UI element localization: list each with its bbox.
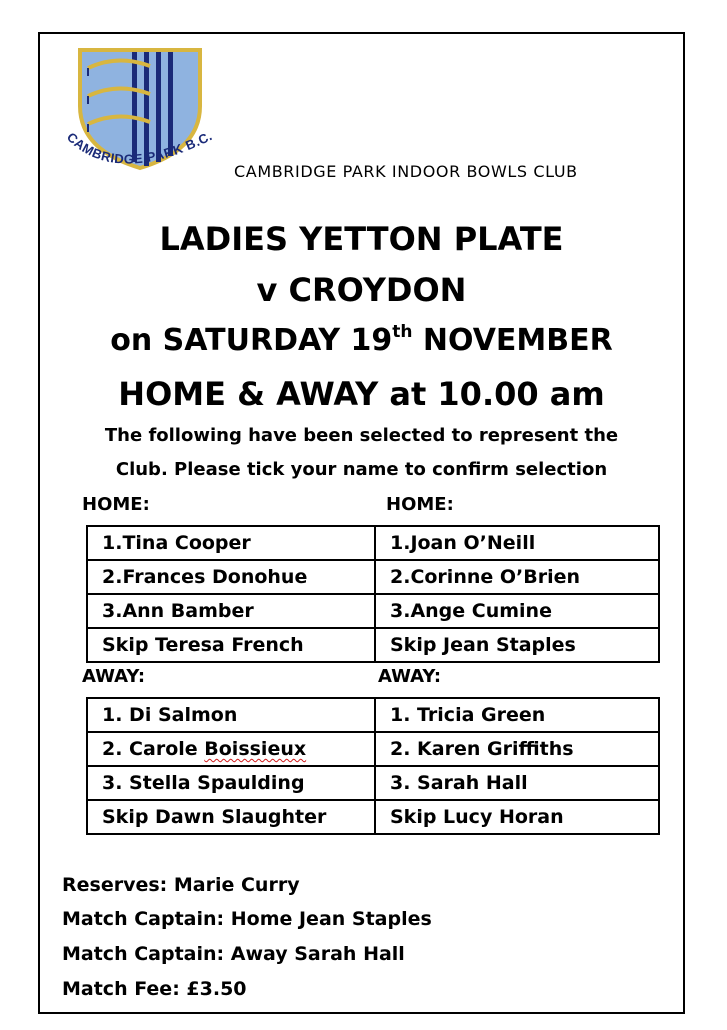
match-date-month: NOVEMBER: [412, 323, 613, 358]
captain-away-line: Match Captain: Away Sarah Hall: [62, 943, 405, 965]
table-cell: 2.Corinne O’Brien: [375, 560, 659, 594]
player-name-start: 2. Carole: [102, 738, 205, 760]
competition-title: LADIES YETTON PLATE: [159, 220, 564, 258]
opponent-title: v CROYDON: [256, 271, 467, 309]
intro-line-2: Club. Please tick your name to confirm selection: [115, 459, 608, 480]
reserves-line: Reserves: Marie Curry: [62, 874, 300, 896]
match-date: [40, 323, 683, 358]
logo-text: CAMBRIDGE PARK B.C.: [63, 128, 215, 167]
table-cell: 3.Ann Bamber: [87, 594, 375, 628]
table-row: [87, 594, 659, 628]
club-logo: [58, 46, 230, 186]
table-cell: 1. Di Salmon: [87, 698, 375, 732]
table-cell: 1. Tricia Green: [375, 698, 659, 732]
table-row: [87, 698, 659, 732]
table-row: [87, 628, 659, 662]
table-cell: 1.Joan O’Neill: [375, 526, 659, 560]
match-time: HOME & AWAY at 10.00 am: [118, 375, 605, 413]
home-right-label: HOME:: [386, 494, 454, 515]
table-row: [87, 560, 659, 594]
table-cell: Skip Teresa French: [87, 628, 375, 662]
table-cell: 2.Frances Donohue: [87, 560, 375, 594]
table-cell: Skip Jean Staples: [375, 628, 659, 662]
table-cell: 2. Karen Griffiths: [375, 732, 659, 766]
intro-line-1: The following have been selected to represent the: [104, 425, 619, 446]
table-row: [87, 800, 659, 834]
table-cell: 3.Ange Cumine: [375, 594, 659, 628]
away-left-label: AWAY:: [82, 666, 146, 687]
table-row: [87, 526, 659, 560]
club-name: CAMBRIDGE PARK INDOOR BOWLS CLUB: [234, 162, 578, 181]
table-cell: 3. Stella Spaulding: [87, 766, 375, 800]
away-team-table: [86, 697, 660, 835]
home-team-table: [86, 525, 660, 663]
table-cell: 3. Sarah Hall: [375, 766, 659, 800]
table-row: [87, 732, 659, 766]
spellcheck-flagged-word: Boissieux: [204, 738, 307, 760]
table-cell: 1.Tina Cooper: [87, 526, 375, 560]
home-left-label: HOME:: [82, 494, 150, 515]
match-fee-line: Match Fee: £3.50: [62, 978, 247, 1000]
table-row: [87, 766, 659, 800]
captain-home-line: Match Captain: Home Jean Staples: [62, 908, 432, 930]
table-cell: Skip Lucy Horan: [375, 800, 659, 834]
date-ordinal: th: [392, 322, 413, 342]
table-cell: [87, 732, 375, 766]
table-cell: Skip Dawn Slaughter: [87, 800, 375, 834]
away-right-label: AWAY:: [378, 666, 442, 687]
match-date-main: on SATURDAY 19: [110, 323, 393, 358]
